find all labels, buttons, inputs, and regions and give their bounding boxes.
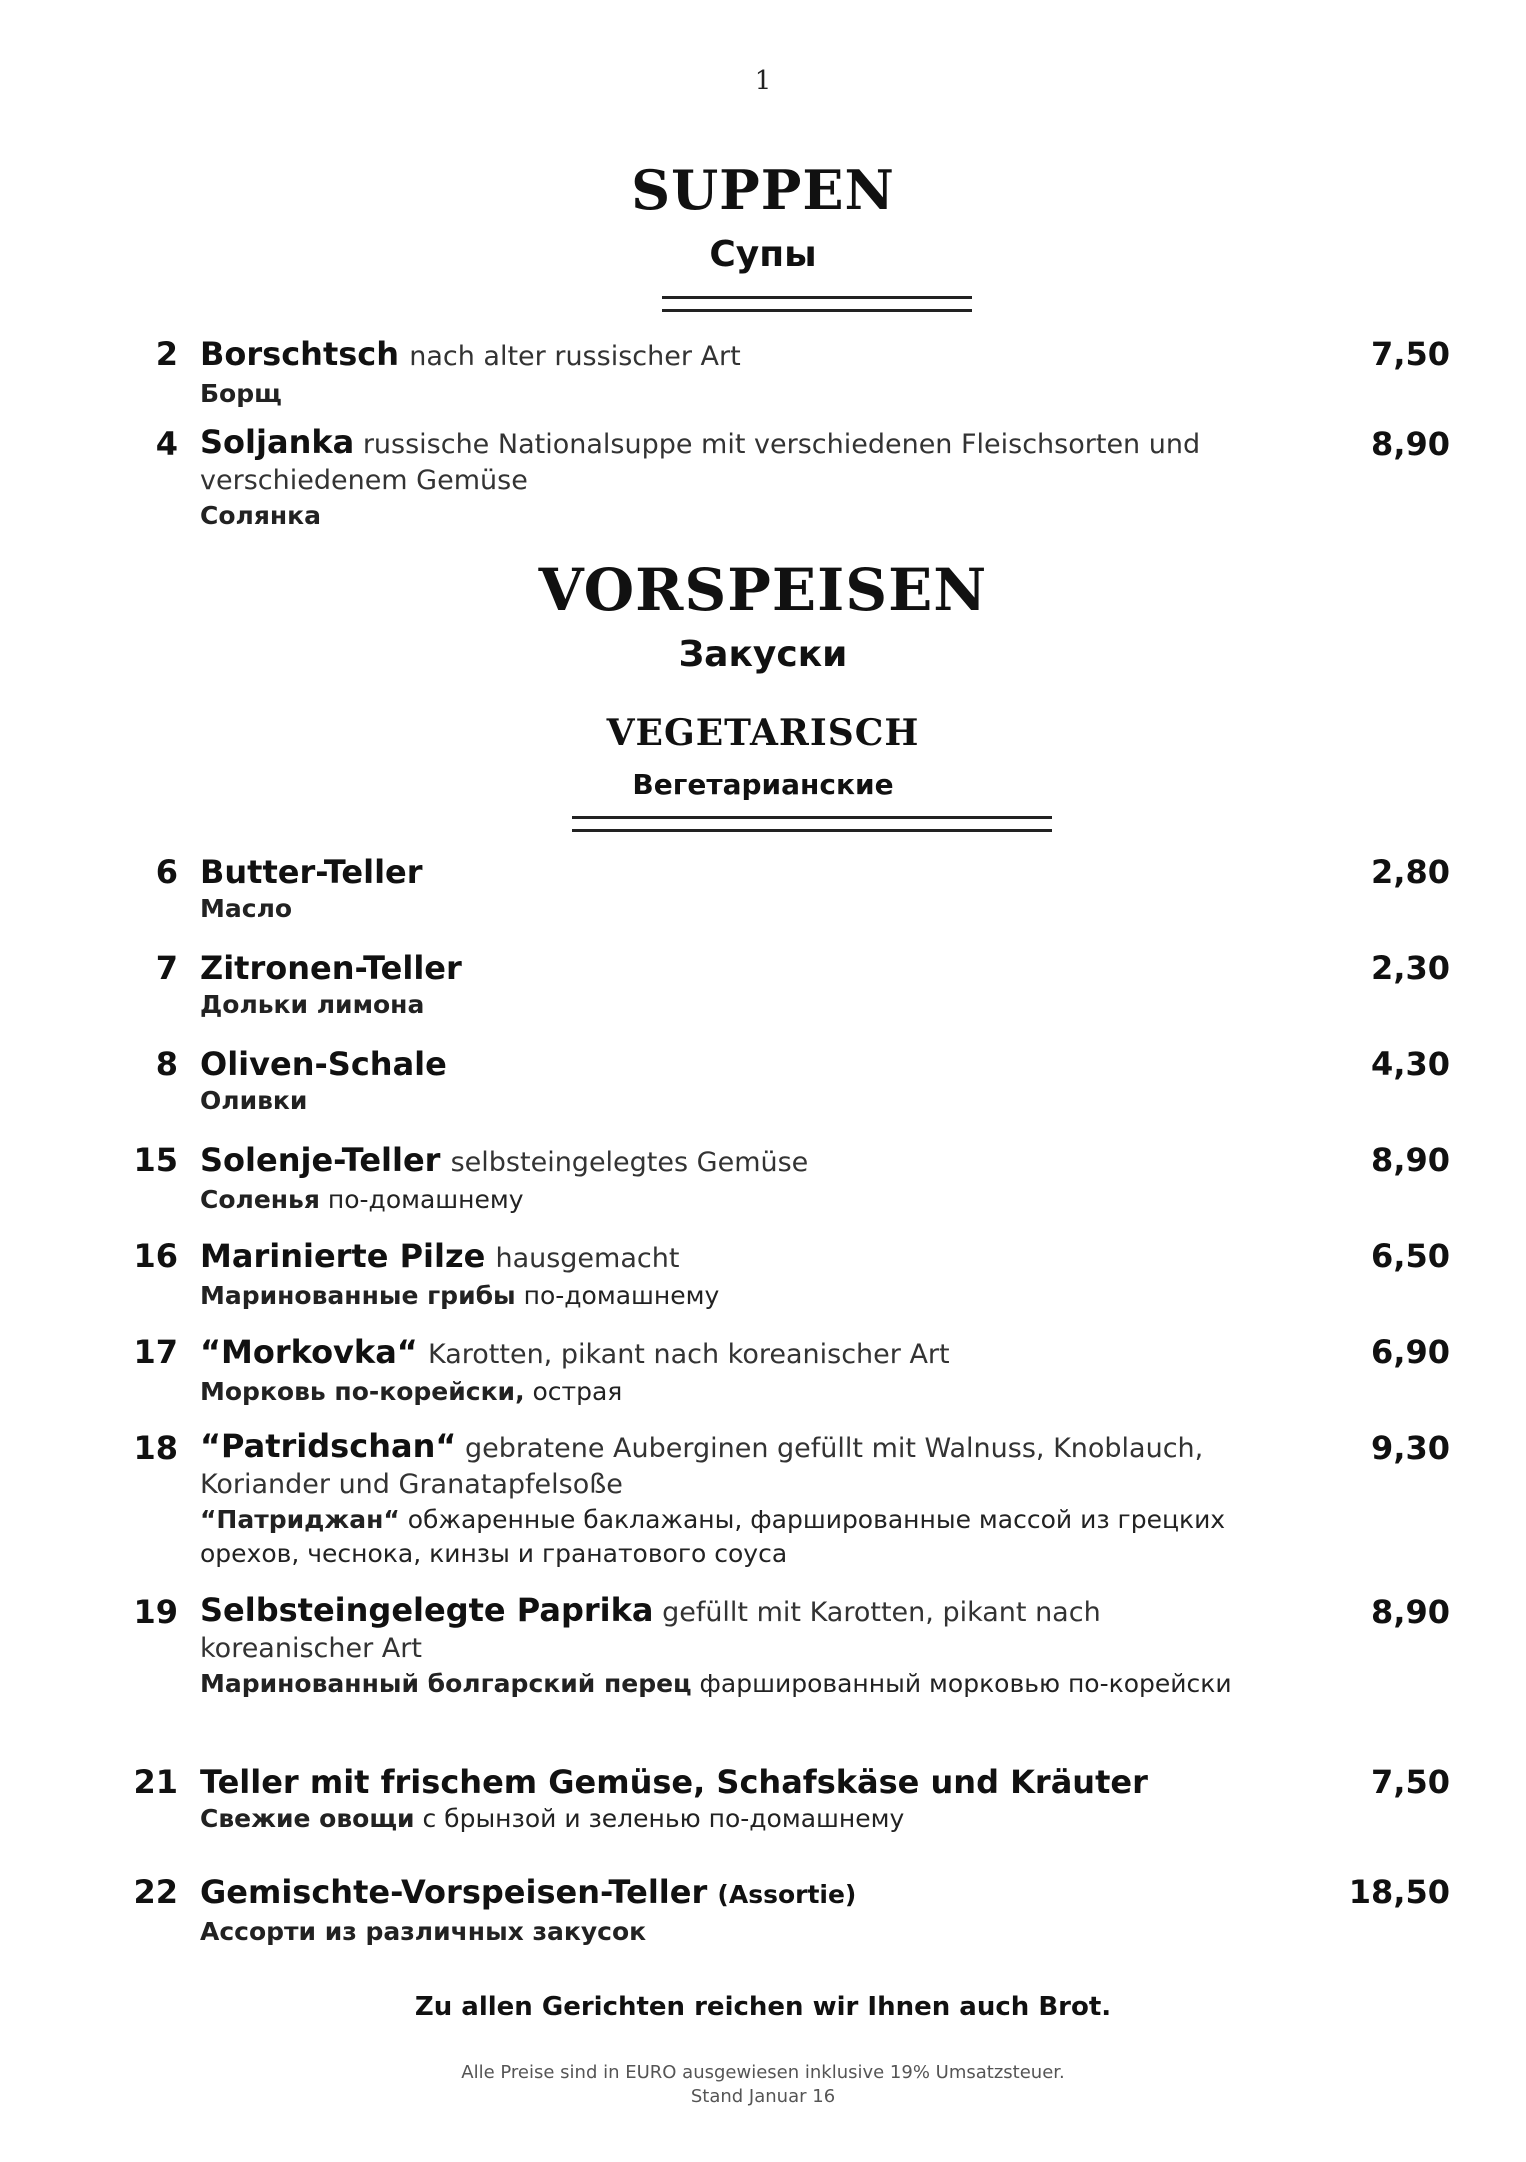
section-subtitle-vegetarisch: Вегетарианские: [632, 768, 894, 801]
item-name-ru: Морковь по-корейски,: [200, 1377, 525, 1406]
item-number: 22: [133, 1873, 178, 1911]
item-description: (Assortie): [717, 1880, 857, 1909]
item-description: selbsteingelegtes Gemüse: [450, 1147, 809, 1178]
item-description: gefüllt mit Karotten, pikant nach koreanischer Art: [200, 1597, 1101, 1664]
item-description: Karotten, pikant nach koreanischer Art: [427, 1339, 950, 1370]
item-name-ru: Свежие овощи: [200, 1804, 415, 1833]
item-name: Zitronen-Teller: [200, 949, 462, 987]
item-number: 4: [155, 425, 178, 463]
item-price: 6,90: [1371, 1333, 1450, 1371]
bread-note: Zu allen Gerichten reichen wir Ihnen auch Brot.: [414, 1992, 1112, 2022]
item-name: “Morkovka“: [200, 1333, 418, 1371]
item-name-ru: Маринованный болгарский перец: [200, 1669, 692, 1698]
item-number: 21: [133, 1763, 178, 1801]
item-number: 6: [155, 853, 178, 891]
item-number: 19: [133, 1593, 178, 1631]
item-price: 8,90: [1371, 1141, 1450, 1179]
item-price: 7,50: [1371, 335, 1450, 373]
section-title-vegetarisch: VEGETARISCH: [606, 712, 920, 754]
item-name: Borschtsch: [200, 335, 400, 373]
section-subtitle-suppen: Супы: [709, 234, 817, 275]
item-number: 16: [133, 1237, 178, 1275]
item-price: 18,50: [1348, 1873, 1450, 1911]
item-name-ru: Соленья: [200, 1185, 320, 1214]
item-price: 9,30: [1371, 1429, 1450, 1467]
item-number: 17: [133, 1333, 178, 1371]
item-name-ru: Борщ: [200, 379, 282, 408]
divider: [572, 816, 1052, 832]
section-title-vorspeisen: VORSPEISEN: [538, 556, 988, 624]
item-name: Oliven-Schale: [200, 1045, 447, 1083]
divider: [662, 296, 972, 312]
section-subtitle-vorspeisen: Закуски: [678, 634, 848, 675]
item-name: Marinierte Pilze: [200, 1237, 486, 1275]
item-price: 7,50: [1371, 1763, 1450, 1801]
item-name-ru: Ассорти из различных закусок: [200, 1917, 647, 1946]
item-name: Soljanka: [200, 423, 355, 461]
item-number: 15: [133, 1141, 178, 1179]
item-number: 8: [155, 1045, 178, 1083]
item-name: Teller mit frischem Gemüse, Schafskäse und Kräuter: [200, 1763, 1148, 1801]
item-description: hausgemacht: [495, 1243, 680, 1274]
item-name-ru: Оливки: [200, 1086, 308, 1115]
item-price: 8,90: [1371, 1593, 1450, 1631]
item-description: russische Nationalsuppe mit verschiedenen Fleischsorten und verschiedenem Gemüse: [200, 429, 1201, 496]
prices-note: Alle Preise sind in EURO ausgewiesen inklusive 19% Umsatzsteuer.: [461, 2062, 1065, 2083]
item-description: nach alter russischer Art: [409, 341, 741, 372]
item-description-ru: фаршированный морковью по-корейски: [699, 1669, 1232, 1698]
item-description-ru: по-домашнему: [523, 1281, 720, 1310]
item-number: 7: [155, 949, 178, 987]
item-name-ru: Маринованные грибы: [200, 1281, 516, 1310]
item-description-ru: обжаренные баклажаны, фаршированные массой из грецких орехов, чеснока, кинзы и гранатового соуса: [200, 1505, 1226, 1568]
item-description-ru: по-домашнему: [327, 1185, 524, 1214]
item-number: 2: [155, 335, 178, 373]
item-price: 8,90: [1371, 425, 1450, 463]
item-name: Solenje-Teller: [200, 1141, 441, 1179]
item-name-ru: Масло: [200, 894, 293, 923]
item-price: 2,80: [1371, 853, 1450, 891]
item-name: Butter-Teller: [200, 853, 423, 891]
item-number: 18: [133, 1429, 178, 1467]
item-name: Selbsteingelegte Paprika: [200, 1591, 654, 1629]
item-price: 6,50: [1371, 1237, 1450, 1275]
item-name: “Patridschan“: [200, 1427, 457, 1465]
page-number: 1: [754, 66, 772, 96]
section-title-suppen: SUPPEN: [631, 158, 895, 222]
item-name-ru: Солянка: [200, 501, 321, 530]
item-description-ru: с брынзой и зеленью по-домашнему: [422, 1804, 905, 1833]
item-name-ru: “Патриджан“: [200, 1505, 400, 1534]
item-price: 2,30: [1371, 949, 1450, 987]
item-description: gebratene Auberginen gefüllt mit Walnuss, Knoblauch, Koriander und Granatapfelsoße: [200, 1433, 1204, 1500]
item-name-ru: Дольки лимона: [200, 990, 425, 1019]
date-note: Stand Januar 16: [690, 2086, 836, 2107]
item-description-ru: острая: [532, 1377, 623, 1406]
item-name: Gemischte-Vorspeisen-Teller: [200, 1873, 708, 1911]
item-price: 4,30: [1371, 1045, 1450, 1083]
